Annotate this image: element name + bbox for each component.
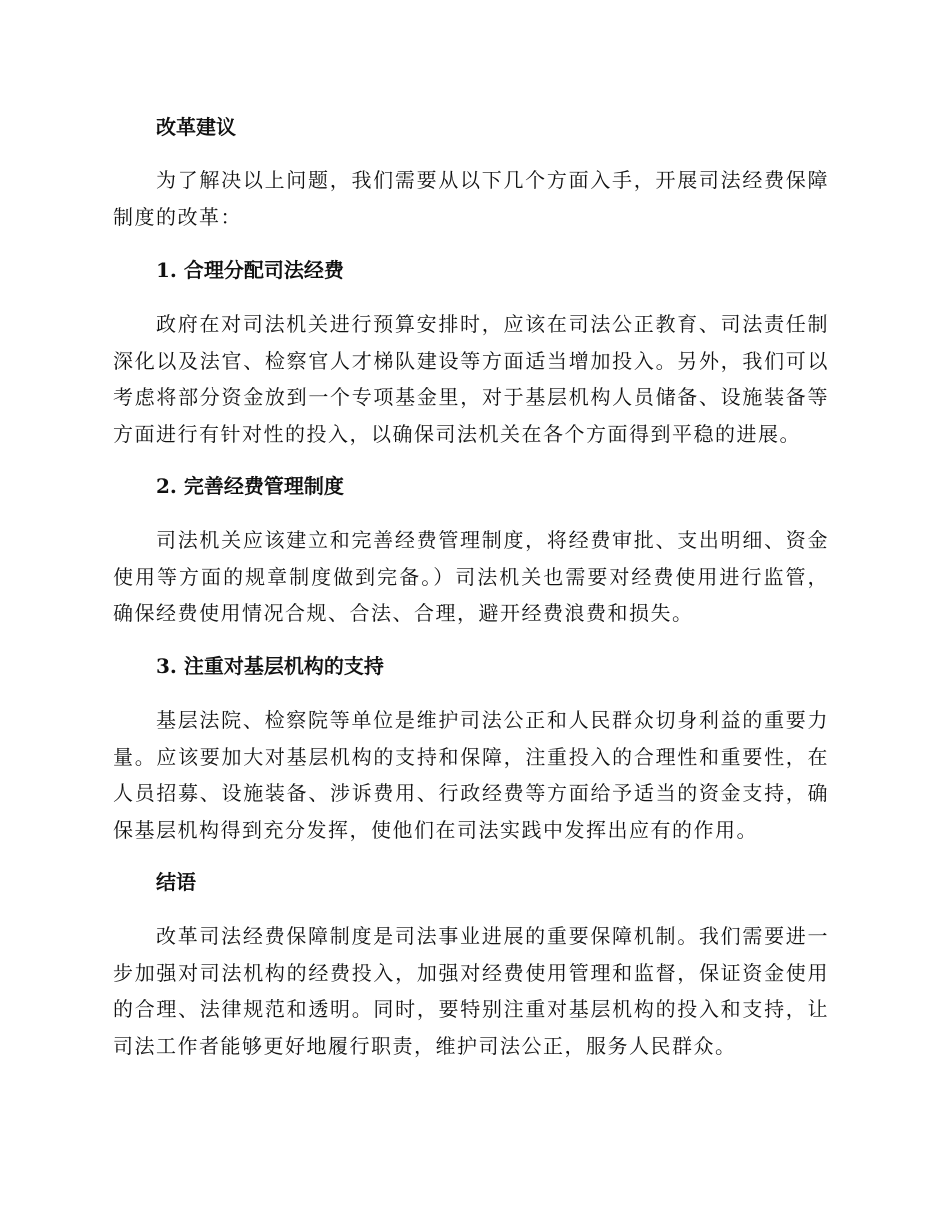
intro-paragraph: 为了解决以上问题，我们需要从以下几个方面入手，开展司法经费保障制度的改革：: [113, 168, 829, 229]
section-heading-item3: 3. 注重对基层机构的支持: [156, 654, 384, 678]
section-heading-item2: 2. 完善经费管理制度: [156, 474, 344, 498]
conclusion-paragraph: 改革司法经费保障制度是司法事业进展的重要保障机制。我们需要进一步加强对司法机构的经费投入，加强对经费使用管理和监督，保证资金使用的合理、法律规范和透明。同时，要特别注重对基层机构的投入和支持，让司法工作者能够更好地履行职责，维护司法公正，服务人民群众。: [113, 924, 829, 1058]
item1-paragraph: 政府在对司法机关进行预算安排时，应该在司法公正教育、司法责任制深化以及法官、检察官人才梯队建设等方面适当增加投入。另外，我们可以考虑将部分资金放到一个专项基金里，对于基层机构人员储备、设施装备等方面进行有针对性的投入，以确保司法机关在各个方面得到平稳的进展。: [113, 312, 829, 446]
item3-paragraph: 基层法院、检察院等单位是维护司法公正和人民群众切身利益的重要力量。应该要加大对基层机构的支持和保障，注重投入的合理性和重要性，在人员招募、设施装备、涉诉费用、行政经费等方面给予适当的资金支持，确保基层机构得到充分发挥，使他们在司法实践中发挥出应有的作用。: [113, 708, 829, 842]
section-heading-reform: 改革建议: [156, 115, 236, 139]
item2-paragraph: 司法机关应该建立和完善经费管理制度，将经费审批、支出明细、资金使用等方面的规章制度做到完备。）司法机关也需要对经费使用进行监管，确保经费使用情况合规、合法、合理，避开经费浪费和损失。: [113, 528, 829, 625]
section-heading-item1: 1. 合理分配司法经费: [156, 258, 344, 282]
section-heading-conclusion: 结语: [156, 870, 196, 894]
